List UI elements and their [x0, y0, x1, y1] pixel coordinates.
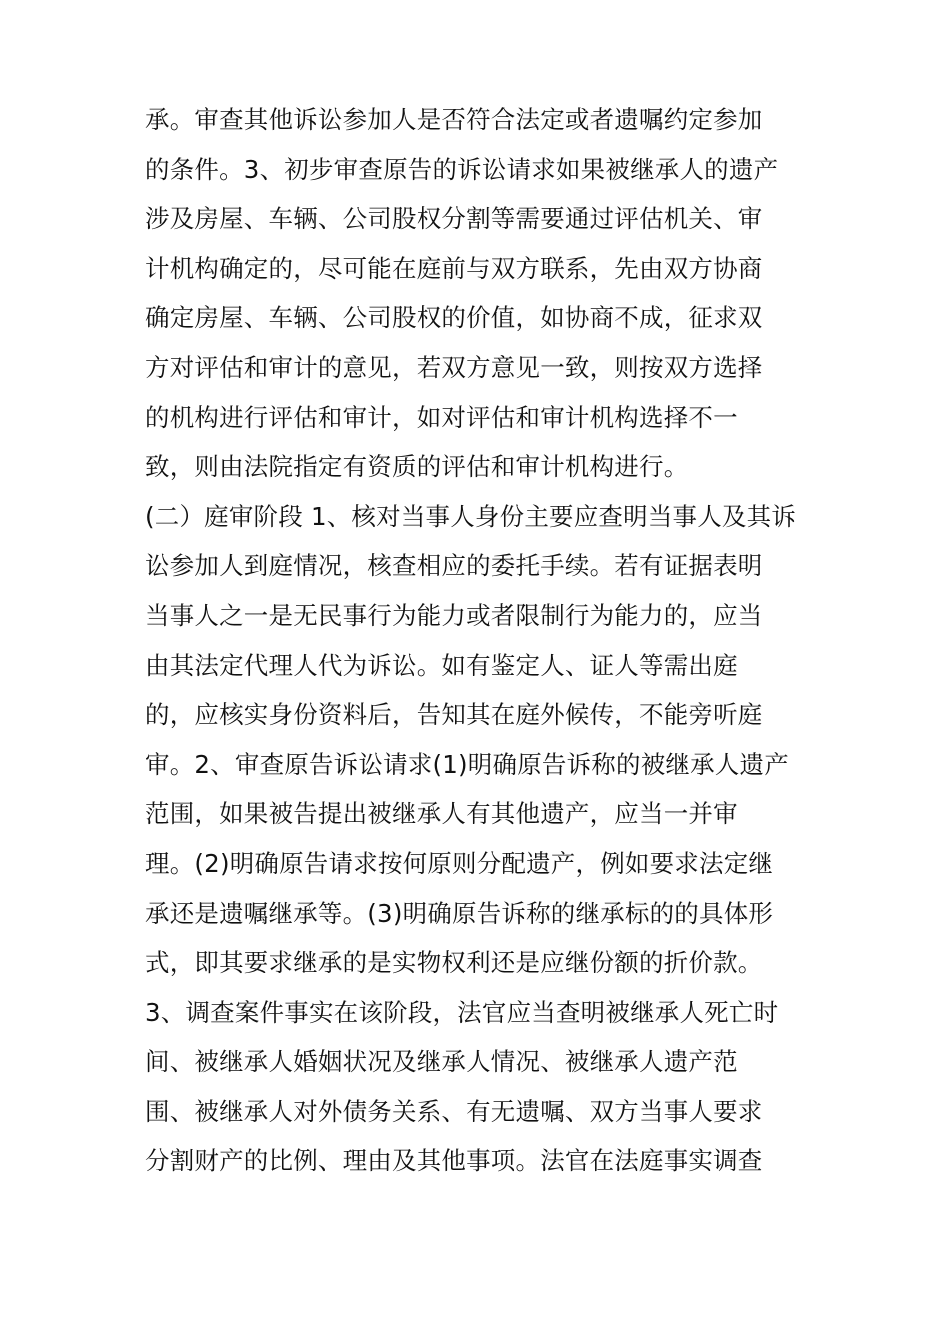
- text-line: 讼参加人到庭情况，核查相应的委托手续。若有证据表明: [145, 551, 763, 581]
- section-heading-line: (二）庭审阶段 1、核对当事人身份主要应查明当事人及其诉: [145, 501, 797, 531]
- text-line: 范围，如果被告提出被继承人有其他遗产，应当一并审: [145, 799, 738, 829]
- text-line: 的机构进行评估和审计，如对评估和审计机构选择不一: [145, 402, 738, 432]
- text-line: 致，则由法院指定有资质的评估和审计机构进行。: [145, 452, 689, 482]
- text-line: 的条件。3、初步审查原告的诉讼请求如果被继承人的遗产: [145, 154, 779, 184]
- text-line: 涉及房屋、车辆、公司股权分割等需要通过评估机关、审: [145, 204, 763, 234]
- text-line: 的，应核实身份资料后，告知其在庭外候传，不能旁听庭: [145, 700, 763, 730]
- text-line: 计机构确定的，尽可能在庭前与双方联系，先由双方协商: [145, 253, 763, 283]
- text-line: 分割财产的比例、理由及其他事项。法官在法庭事实调查: [145, 1146, 763, 1176]
- text-line: 围、被继承人对外债务关系、有无遗嘱、双方当事人要求: [145, 1096, 763, 1126]
- text-line: 由其法定代理人代为诉讼。如有鉴定人、证人等需出庭: [145, 650, 738, 680]
- text-line: 方对评估和审计的意见，若双方意见一致，则按双方选择: [145, 352, 763, 382]
- text-line: 3、调查案件事实在该阶段，法官应当查明被继承人死亡时: [145, 997, 779, 1027]
- text-line: 式，即其要求继承的是实物权利还是应继份额的折价款。: [145, 948, 763, 978]
- text-line: 理。(2)明确原告请求按何原则分配遗产，例如要求法定继: [145, 848, 774, 878]
- text-line: 承还是遗嘱继承等。(3)明确原告诉称的继承标的的具体形: [145, 898, 774, 928]
- text-line: 当事人之一是无民事行为能力或者限制行为能力的，应当: [145, 600, 763, 630]
- text-line: 承。审查其他诉讼参加人是否符合法定或者遗嘱约定参加: [145, 105, 763, 134]
- text-line: 间、被继承人婚姻状况及继承人情况、被继承人遗产范: [145, 1047, 738, 1077]
- text-line: 确定房屋、车辆、公司股权的价值，如协商不成，征求双: [145, 303, 763, 333]
- body-text: [145, 95, 825, 1186]
- text-line: 审。2、审查原告诉讼请求(1)明确原告诉称的被继承人遗产: [145, 749, 789, 779]
